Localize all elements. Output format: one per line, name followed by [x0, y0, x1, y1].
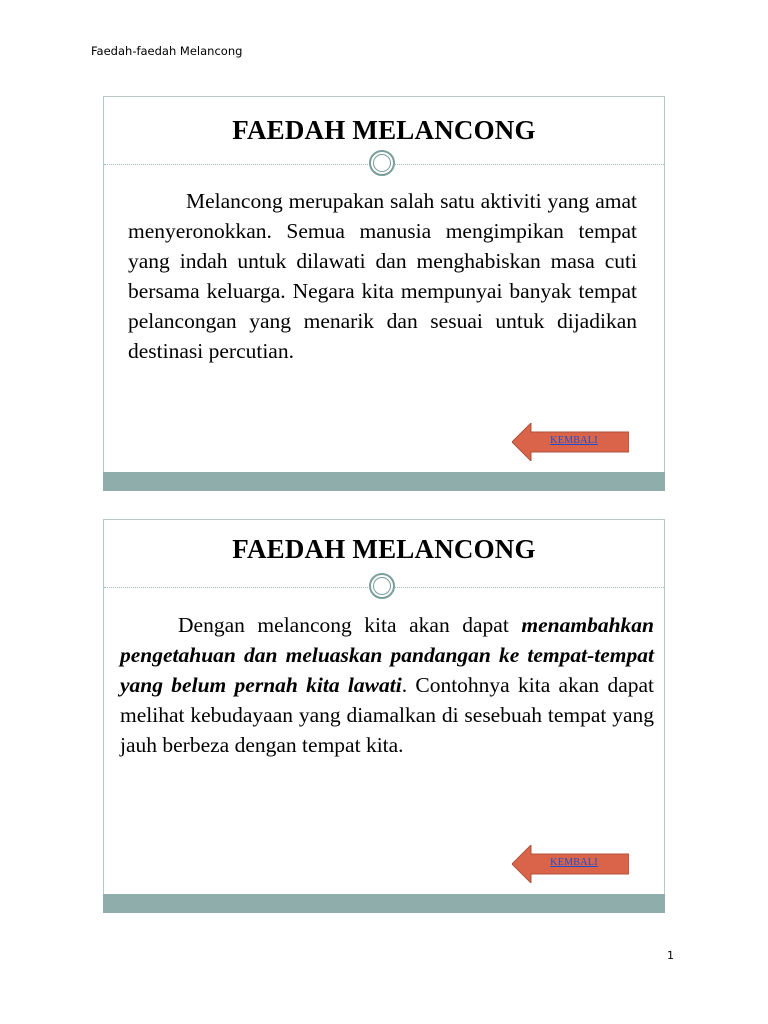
slide-1 — [103, 96, 665, 491]
slide-title: FAEDAH MELANCONG — [232, 534, 536, 564]
body-text-emphasis: menambahkan pengetahuan dan meluaskan pandangan ke tempat-tempat yang belum pernah kita lawati — [120, 613, 654, 697]
page-number: 1 — [667, 949, 674, 962]
body-text-intro: Dengan melancong kita akan dapat — [178, 613, 522, 637]
back-button[interactable] — [512, 423, 629, 461]
back-button-label[interactable]: KEMBALI — [550, 857, 598, 868]
slide-body-text: Melancong merupakan salah satu aktiviti yang amat menyeronokkan. Semua manusia mengimpikan tempat yang indah untuk dilawati dan menghabiskan masa cuti bersama keluarga. Negara kita mempunyai banyak tempat pelancongan yang menarik dan sesuai untuk dijadikan destinasi percutian. — [128, 189, 637, 363]
slide-title: FAEDAH MELANCONG — [232, 115, 536, 145]
slide-2 — [103, 519, 665, 913]
double-circle-divider-icon — [369, 150, 395, 176]
slide-footer-bar — [103, 472, 665, 491]
body-text-continuation: . Contohnya kita akan dapat melihat kebudayaan yang diamalkan di sesebuah tempat yang jauh berbeza dengan tempat kita. — [120, 673, 654, 757]
document-header: Faedah-faedah Melancong — [91, 44, 243, 58]
slide-body-text — [120, 610, 654, 760]
back-button[interactable] — [512, 845, 629, 883]
double-circle-divider-icon — [369, 573, 395, 599]
back-button-label[interactable]: KEMBALI — [550, 435, 598, 446]
slide-footer-bar — [103, 894, 665, 913]
